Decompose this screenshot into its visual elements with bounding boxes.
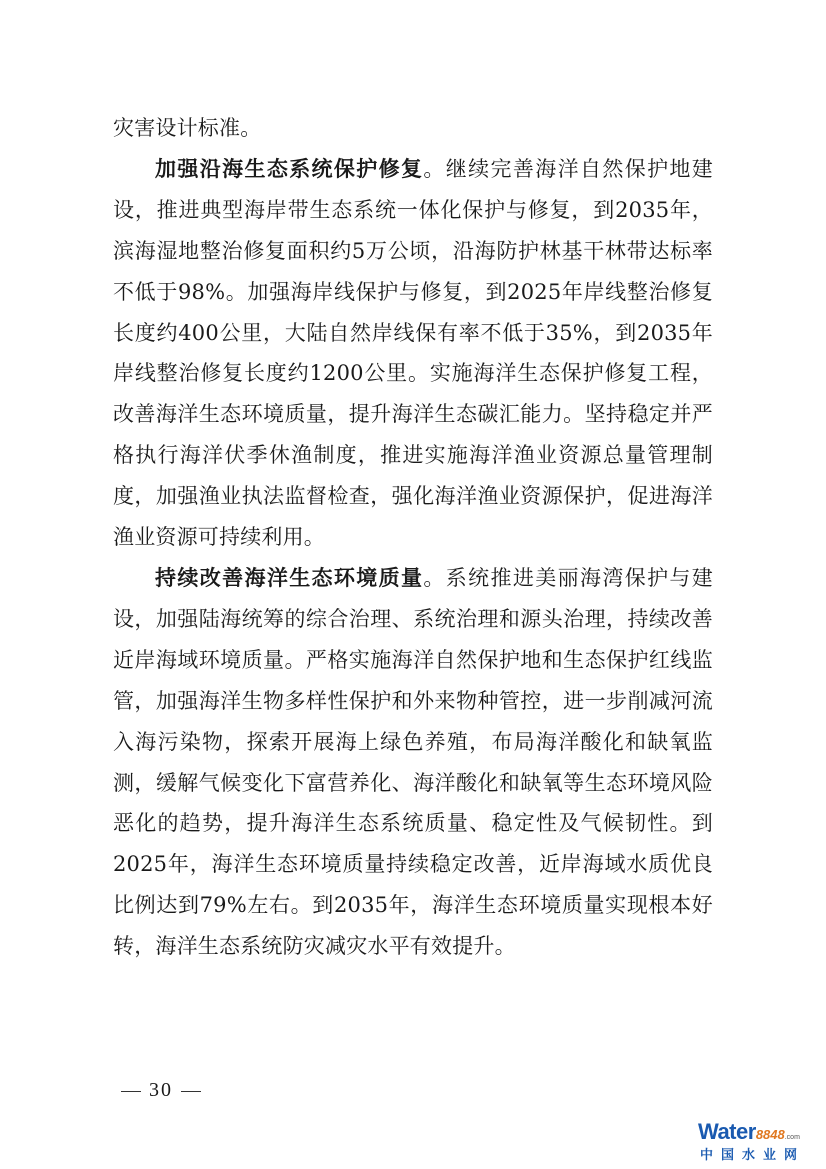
- paragraph-text: 灾害设计标准。: [113, 116, 262, 140]
- watermark-brand-suffix: .com: [784, 1134, 800, 1141]
- watermark-brand-word: Water: [698, 1119, 756, 1144]
- paragraph-coastal-ecosystem: [113, 149, 713, 558]
- page-number: [113, 1079, 209, 1102]
- body-text: [113, 108, 713, 967]
- watermark-logo: [698, 1119, 818, 1163]
- paragraph-continuation: [113, 108, 713, 149]
- paragraph-marine-environment: [113, 558, 713, 967]
- page-number-value: 30: [149, 1079, 173, 1101]
- paragraph-text: 。系统推进美丽海湾保护与建设，加强陆海统筹的综合治理、系统治理和源头治理，持续改善近岸海域环境质量。严格实施海洋自然保护地和生态保护红线监管，加强海洋生物多样性保护和外来物种管控，进一步削减河流入海污染物，探索开展海上绿色养殖，布局海洋酸化和缺氧监测，缓解气候变化下富营养化、海洋酸化和缺氧等生态环境风险恶化的趋势，提升海洋生态系统质量、稳定性及气候韧性。到2025年，海洋生态环境质量持续稳定改善，近岸海域水质优良比例达到79%左右。到2035年，海洋生态环境质量实现根本好转，海洋生态系统防灾减灾水平有效提升。: [113, 565, 713, 959]
- dash-right: [181, 1091, 201, 1092]
- paragraph-heading: 持续改善海洋生态环境质量: [155, 564, 424, 590]
- watermark-subtitle: 中国水业网: [700, 1147, 806, 1162]
- paragraph-text: 。继续完善海洋自然保护地建设，推进典型海岸带生态系统一体化保护与修复，到2035年，滨海湿地整治修复面积约5万公顷，沿海防护林基干林带达标率不低于98%。加强海岸线保护与修复，到2025年岸线整治修复长度约400公里，大陆自然岸线保有率不低于35%，到2035年岸线整治修复长度约1200公里。实施海洋生态保护修复工程，改善海洋生态环境质量，提升海洋生态碳汇能力。坚持稳定并严格执行海洋伏季休渔制度，推进实施海洋渔业资源总量管理制度，加强渔业执法监督检查，强化海洋渔业资源保护，促进海洋渔业资源可持续利用。: [113, 156, 713, 550]
- paragraph-heading: 加强沿海生态系统保护修复: [155, 155, 424, 181]
- watermark-brand: [698, 1119, 800, 1145]
- dash-left: [121, 1091, 141, 1092]
- watermark-brand-number: 8848: [755, 1127, 785, 1142]
